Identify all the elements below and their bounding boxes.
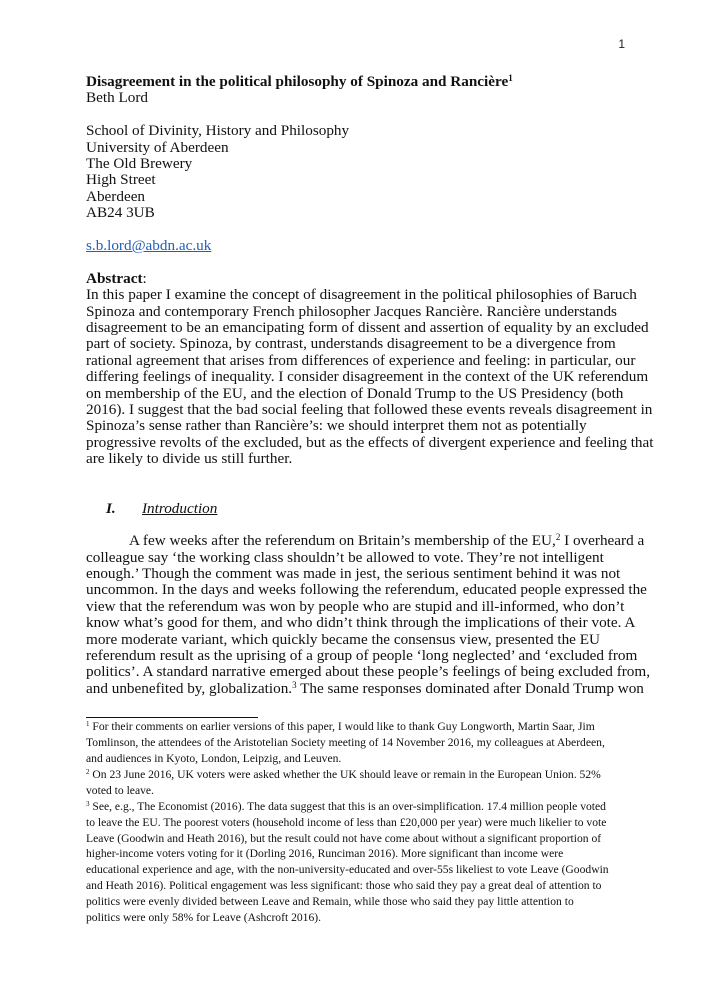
body-text: A few weeks after the referendum on Britain’s membership of the EU,	[129, 532, 556, 550]
footnote-text: See, e.g., The Economist (2016). The data suggest that this is an over-simplification. 17.4 million people voted	[89, 799, 606, 813]
abstract-line: are likely to divide us still further.	[86, 450, 293, 468]
abstract-line: disagreement to be an emancipating form of dissent and assertion of equality by an excluded	[86, 319, 649, 337]
section-number: I.	[106, 499, 116, 517]
author-name: Beth Lord	[86, 89, 149, 107]
footnote-mark: 3	[86, 799, 90, 808]
address-line: University of Aberdeen	[86, 138, 229, 156]
footnote-text: On 23 June 2016, UK voters were asked whether the UK should leave or remain in the European Union. 52%	[89, 767, 601, 781]
body-line: know what’s good for them, and who didn’t think through the implications of their vote. A	[86, 614, 636, 632]
footnote-text: to leave the EU. The poorest voters (household income of less than £20,000 per year) were much likelier to vote	[86, 815, 607, 829]
body-line	[86, 681, 646, 697]
address-line: Aberdeen	[86, 187, 146, 205]
footnote-mark: 2	[86, 767, 90, 776]
body-text: The same responses dominated after Donald Trump won	[296, 679, 644, 697]
footnote-text: For their comments on earlier versions of this paper, I would like to thank Guy Longworth, Martin Saar, Jim	[89, 720, 595, 734]
body-line: more moderate variant, which quickly became the consensus view, presented the EU	[86, 630, 600, 648]
abstract-line: 2016). I suggest that the bad social feeling that followed these events reveals disagreement in	[86, 401, 653, 419]
page-content	[86, 73, 654, 925]
address-line: AB24 3UB	[86, 204, 155, 222]
body-line: enough.’ Though the comment was made in jest, the serious sentiment behind it was not	[86, 564, 621, 582]
footnote-separator	[86, 717, 258, 718]
address-line: School of Divinity, History and Philosophy	[86, 122, 350, 140]
abstract-line: part of society. Spinoza, by contrast, understands disagreement to be a divergence from	[86, 335, 616, 353]
footnote-mark: 1	[86, 720, 90, 729]
address-line: The Old Brewery	[86, 155, 193, 173]
footnote-text: politics were only 58% for Leave (Ashcroft 2016).	[86, 911, 322, 925]
footnote-text: Leave (Goodwin and Heath 2016), but the result could not have come about without a significant proportion of	[86, 831, 602, 845]
footnote-3	[86, 800, 646, 925]
page-number: 1	[618, 37, 625, 51]
footnote-ref-2[interactable]: 2	[555, 532, 561, 543]
footnote-text: and audiences in Kyoto, London, Leipzig, and Leuven.	[86, 751, 342, 765]
section-title: Introduction	[142, 499, 218, 517]
paper-title	[86, 74, 646, 90]
footnote-1	[86, 720, 646, 766]
footnote-text: Tomlinson, the attendees of the Aristotelian Society meeting of 14 November 2016, my colleagues at Aberdeen,	[86, 736, 605, 750]
abstract-line: Spinoza’s sense rather than Rancière’s: we should interpret them not as potentially	[86, 417, 587, 435]
address-line: High Street	[86, 171, 156, 189]
body-line: uncommon. In the days and weeks following the referendum, educated people expressed the	[86, 581, 647, 599]
footnote-text: voted to leave.	[86, 783, 154, 797]
footnotes	[86, 720, 646, 925]
body-text: and unbenefited by, globalization.	[86, 679, 293, 697]
footnote-text: and Heath 2016). Political engagement was less significant: those who said they pay a great deal of attention to	[86, 879, 602, 893]
body-line	[86, 533, 646, 549]
abstract-line: rational agreement that arises from differences of experience and feeling: in particular, our	[86, 351, 636, 369]
footnote-ref-1[interactable]: 1	[508, 73, 513, 83]
body-line: view that the referendum was won by people who are stupid and ill-informed, who don’t	[86, 597, 625, 615]
footnote-text: higher-income voters voting for it (Dorling 2016, Runciman 2016). More significant than income were	[86, 847, 564, 861]
footnote-ref-3[interactable]: 3	[292, 679, 297, 690]
section-heading	[86, 501, 646, 517]
footnote-text: educational experience and age, with the non-university-educated and over-55s likeliest to vote Leave (Goodwin	[86, 863, 609, 877]
footnote-2	[86, 768, 646, 798]
footnote-text: politics were evenly divided between Leave and Remain, while those who said they pay little attention to	[86, 895, 574, 909]
abstract-line: In this paper I examine the concept of disagreement in the political philosophies of Baruch	[86, 286, 637, 304]
abstract	[86, 269, 654, 468]
body-text: I overheard a	[560, 532, 645, 550]
title-text: Disagreement in the political philosophy of Spinoza and Rancière	[86, 73, 509, 90]
author-address	[86, 123, 646, 221]
abstract-line: Spinoza and contemporary French philosopher Jacques Rancière. Rancière understands	[86, 302, 617, 320]
email-link[interactable]: s.b.lord@abdn.ac.uk	[86, 237, 212, 255]
abstract-label: Abstract	[86, 269, 143, 287]
abstract-line: differing feelings of inequality. I consider disagreement in the context of the UK referendum	[86, 368, 649, 386]
body-line: colleague say ‘the working class shouldn’t be allowed to vote. They’re not intelligent	[86, 548, 604, 566]
body-paragraph	[86, 532, 651, 697]
abstract-line: progressive revolts of the excluded, but as the effects of divergent experience and feeling that	[86, 433, 654, 451]
body-line: referendum result as the uprising of a group of people ‘long neglected’ and ‘excluded from	[86, 646, 638, 664]
abstract-colon: :	[142, 269, 147, 287]
abstract-line: on membership of the EU, and the election of Donald Trump to the US Presidency (both	[86, 384, 624, 402]
body-line: politics’. A standard narrative emerged about these people’s feelings of being excluded from,	[86, 663, 651, 681]
